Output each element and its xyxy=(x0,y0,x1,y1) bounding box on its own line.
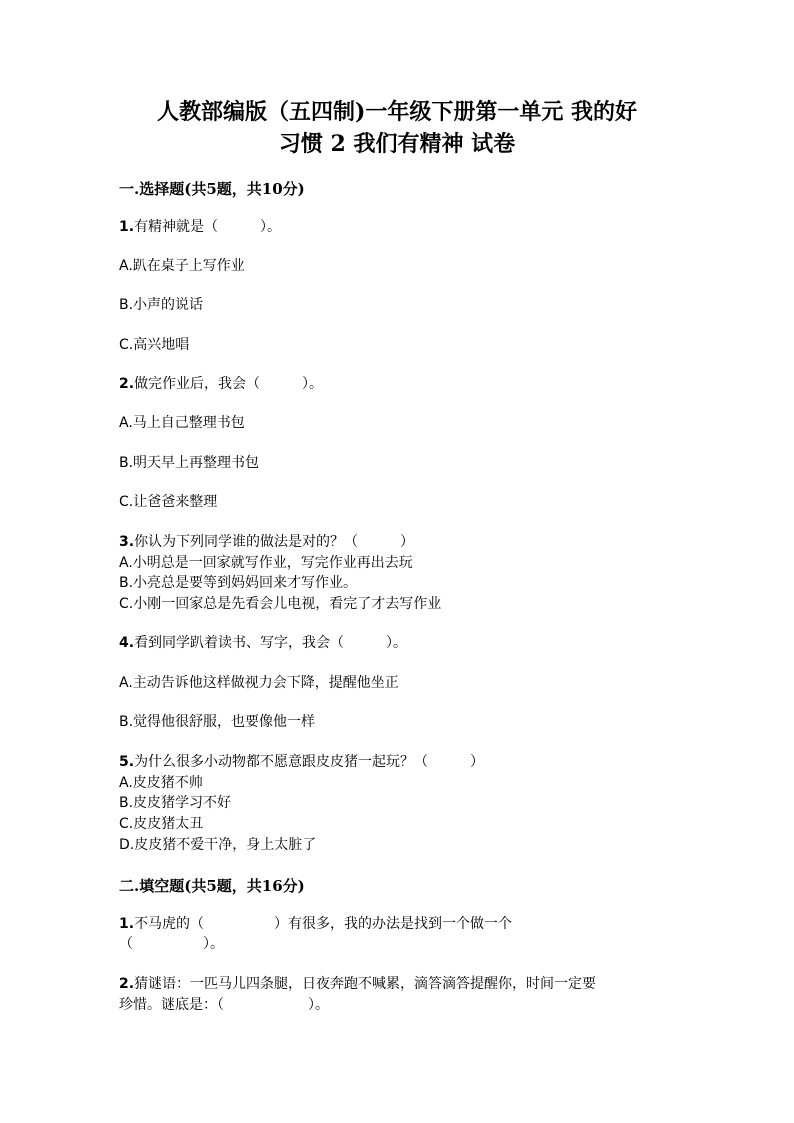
question-number: 2. xyxy=(119,376,135,392)
document-title-line-2: 习惯 2 我们有精神 试卷 xyxy=(278,131,516,157)
question-2-option-b: B.明天早上再整理书包 xyxy=(119,455,260,471)
question-1 xyxy=(119,218,281,236)
question-number: 1. xyxy=(119,219,135,235)
question-3-option-b: B.小亮总是要等到妈妈回来才写作业。 xyxy=(119,575,358,591)
fill-question-2 xyxy=(119,975,596,993)
fill-question-1 xyxy=(119,915,512,933)
question-4 xyxy=(119,634,407,652)
question-5-option-b: B.皮皮猪学习不好 xyxy=(119,795,232,811)
question-3-option-a: A.小明总是一回家就写作业，写完作业再出去玩 xyxy=(119,555,413,571)
section-heading-choice: 一.选择题(共5题，共10分) xyxy=(119,180,305,198)
question-2-option-c: C.让爸爸来整理 xyxy=(119,494,218,510)
question-5-option-d: D.皮皮猪不爱干净，身上太脏了 xyxy=(119,837,317,853)
question-stem: 有精神就是（ ）。 xyxy=(134,219,282,235)
question-3 xyxy=(119,533,414,551)
question-number: 4. xyxy=(119,635,135,651)
question-number: 3. xyxy=(119,534,135,550)
question-number: 1. xyxy=(119,916,135,932)
section-heading-fill: 二.填空题(共5题，共16分) xyxy=(119,877,305,895)
question-text-line-1: 猜谜语：一匹马儿四条腿，日夜奔跑不喊累，滴答滴答提醒你，时间一定要 xyxy=(134,976,597,992)
question-number: 2. xyxy=(119,976,135,992)
question-5-option-c: C.皮皮猪太丑 xyxy=(119,816,204,832)
fill-question-1-line-2: （ ）。 xyxy=(119,936,224,952)
fill-question-2-line-2: 珍惜。谜底是：（ ）。 xyxy=(119,997,329,1013)
question-1-option-b: B.小声的说话 xyxy=(119,297,204,313)
question-1-option-a: A.趴在桌子上写作业 xyxy=(119,258,245,274)
question-3-option-c: C.小刚一回家总是先看会儿电视，看完了才去写作业 xyxy=(119,596,442,612)
question-2-option-a: A.马上自己整理书包 xyxy=(119,415,245,431)
question-stem: 你认为下列同学谁的做法是对的？（ ） xyxy=(134,534,415,550)
question-stem: 看到同学趴着读书、写字，我会（ ）。 xyxy=(134,635,408,651)
question-5-option-a: A.皮皮猪不帅 xyxy=(119,775,203,791)
question-number: 5. xyxy=(119,754,135,770)
document-title-line-1: 人教部编版（五四制)一年级下册第一单元 我的好 xyxy=(156,99,638,125)
question-1-option-c: C.高兴地唱 xyxy=(119,337,190,353)
question-5 xyxy=(119,753,484,771)
question-stem: 做完作业后，我会（ ）。 xyxy=(134,376,324,392)
question-text-line-1: 不马虎的（ ）有很多，我的办法是找到一个做一个 xyxy=(134,916,513,932)
question-4-option-a: A.主动告诉他这样做视力会下降，提醒他坐正 xyxy=(119,675,399,691)
question-4-option-b: B.觉得他很舒服，也要像他一样 xyxy=(119,714,316,730)
question-2 xyxy=(119,375,323,393)
question-stem: 为什么很多小动物都不愿意跟皮皮猪一起玩？（ ） xyxy=(134,754,485,770)
